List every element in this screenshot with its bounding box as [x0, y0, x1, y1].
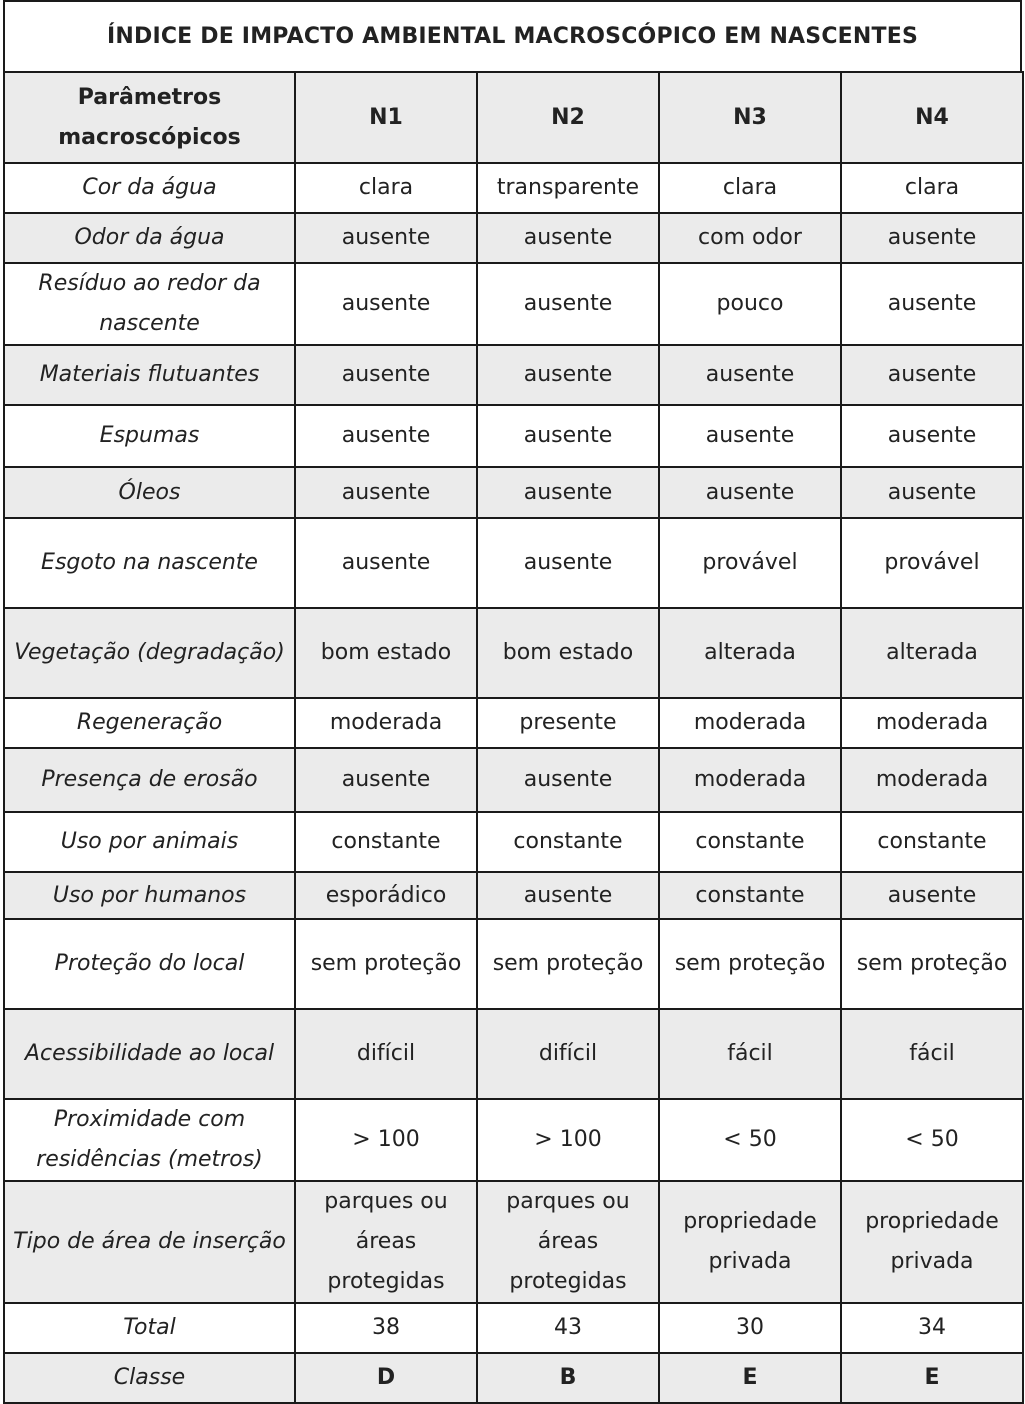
table-row [4, 1009, 1023, 1099]
value-cell-n4: ausente [841, 345, 1023, 405]
param-cell: Proximidade com residências (metros) [4, 1099, 295, 1181]
param-cell: Tipo de área de inserção [4, 1181, 295, 1303]
value-cell-n1: ausente [295, 518, 477, 608]
param-cell: Vegetação (degradação) [4, 608, 295, 698]
value-cell-n4: < 50 [841, 1099, 1023, 1181]
value-cell-n1: > 100 [295, 1099, 477, 1181]
table-row [4, 698, 1023, 748]
table-row [4, 263, 1023, 345]
value-cell-n3: 30 [659, 1303, 841, 1353]
table-row [4, 405, 1023, 467]
value-cell-n3: moderada [659, 748, 841, 812]
header-n2: N2 [477, 72, 659, 163]
table-row [4, 518, 1023, 608]
value-cell-n2: sem proteção [477, 919, 659, 1009]
value-cell-n2: ausente [477, 467, 659, 518]
table-row [4, 467, 1023, 518]
param-cell: Presença de erosão [4, 748, 295, 812]
value-cell-n2: constante [477, 812, 659, 872]
value-cell-n4: fácil [841, 1009, 1023, 1099]
table-title: ÍNDICE DE IMPACTO AMBIENTAL MACROSCÓPICO EM NASCENTES [3, 0, 1022, 71]
value-cell-n4: ausente [841, 405, 1023, 467]
header-param: Parâmetros macroscópicos [4, 72, 295, 163]
param-cell: Odor da água [4, 213, 295, 263]
param-cell: Acessibilidade ao local [4, 1009, 295, 1099]
table-row [4, 1303, 1023, 1353]
table-row [4, 872, 1023, 919]
value-cell-n3: ausente [659, 345, 841, 405]
value-cell-n3: constante [659, 872, 841, 919]
value-cell-n3: pouco [659, 263, 841, 345]
param-cell: Total [4, 1303, 295, 1353]
table-row [4, 812, 1023, 872]
value-cell-n1: ausente [295, 263, 477, 345]
value-cell-n3: com odor [659, 213, 841, 263]
param-cell: Materiais flutuantes [4, 345, 295, 405]
table-row [4, 163, 1023, 213]
value-cell-n4: E [841, 1353, 1023, 1403]
value-cell-n3: sem proteção [659, 919, 841, 1009]
value-cell-n2: difícil [477, 1009, 659, 1099]
value-cell-n4: sem proteção [841, 919, 1023, 1009]
param-cell: Óleos [4, 467, 295, 518]
value-cell-n1: bom estado [295, 608, 477, 698]
value-cell-n3: fácil [659, 1009, 841, 1099]
value-cell-n2: B [477, 1353, 659, 1403]
value-cell-n1: ausente [295, 467, 477, 518]
value-cell-n2: > 100 [477, 1099, 659, 1181]
param-cell: Uso por humanos [4, 872, 295, 919]
header-row [4, 72, 1023, 163]
value-cell-n2: 43 [477, 1303, 659, 1353]
header-n3: N3 [659, 72, 841, 163]
table-row [4, 748, 1023, 812]
header-n1: N1 [295, 72, 477, 163]
value-cell-n3: ausente [659, 405, 841, 467]
value-cell-n2: bom estado [477, 608, 659, 698]
value-cell-n4: moderada [841, 748, 1023, 812]
value-cell-n1: moderada [295, 698, 477, 748]
value-cell-n4: clara [841, 163, 1023, 213]
value-cell-n1: D [295, 1353, 477, 1403]
table-row [4, 213, 1023, 263]
value-cell-n3: moderada [659, 698, 841, 748]
value-cell-n4: 34 [841, 1303, 1023, 1353]
value-cell-n4: provável [841, 518, 1023, 608]
table-row [4, 345, 1023, 405]
value-cell-n1: parques ou áreas protegidas [295, 1181, 477, 1303]
value-cell-n1: ausente [295, 213, 477, 263]
value-cell-n4: propriedade privada [841, 1181, 1023, 1303]
value-cell-n1: ausente [295, 748, 477, 812]
value-cell-n3: ausente [659, 467, 841, 518]
value-cell-n3: alterada [659, 608, 841, 698]
value-cell-n3: E [659, 1353, 841, 1403]
value-cell-n4: ausente [841, 263, 1023, 345]
value-cell-n2: ausente [477, 405, 659, 467]
value-cell-n1: clara [295, 163, 477, 213]
value-cell-n3: constante [659, 812, 841, 872]
value-cell-n1: ausente [295, 345, 477, 405]
table-row [4, 1099, 1023, 1181]
value-cell-n4: constante [841, 812, 1023, 872]
impact-table [3, 71, 1024, 1404]
param-cell: Proteção do local [4, 919, 295, 1009]
value-cell-n3: propriedade privada [659, 1181, 841, 1303]
param-cell: Espumas [4, 405, 295, 467]
value-cell-n2: ausente [477, 213, 659, 263]
value-cell-n2: ausente [477, 263, 659, 345]
param-cell: Classe [4, 1353, 295, 1403]
value-cell-n4: alterada [841, 608, 1023, 698]
value-cell-n1: 38 [295, 1303, 477, 1353]
table-row [4, 1353, 1023, 1403]
value-cell-n4: moderada [841, 698, 1023, 748]
param-cell: Esgoto na nascente [4, 518, 295, 608]
value-cell-n2: ausente [477, 748, 659, 812]
table-row [4, 608, 1023, 698]
header-n4: N4 [841, 72, 1023, 163]
value-cell-n3: < 50 [659, 1099, 841, 1181]
param-cell: Resíduo ao redor da nascente [4, 263, 295, 345]
value-cell-n4: ausente [841, 872, 1023, 919]
table-row [4, 919, 1023, 1009]
value-cell-n4: ausente [841, 213, 1023, 263]
value-cell-n1: constante [295, 812, 477, 872]
value-cell-n2: ausente [477, 345, 659, 405]
table-row [4, 1181, 1023, 1303]
value-cell-n1: sem proteção [295, 919, 477, 1009]
value-cell-n4: ausente [841, 467, 1023, 518]
impact-table-container [3, 0, 1022, 1404]
param-cell: Uso por animais [4, 812, 295, 872]
value-cell-n1: ausente [295, 405, 477, 467]
value-cell-n2: transparente [477, 163, 659, 213]
value-cell-n2: ausente [477, 518, 659, 608]
value-cell-n3: provável [659, 518, 841, 608]
param-cell: Regeneração [4, 698, 295, 748]
value-cell-n2: ausente [477, 872, 659, 919]
value-cell-n1: difícil [295, 1009, 477, 1099]
value-cell-n2: parques ou áreas protegidas [477, 1181, 659, 1303]
value-cell-n1: esporádico [295, 872, 477, 919]
value-cell-n3: clara [659, 163, 841, 213]
value-cell-n2: presente [477, 698, 659, 748]
param-cell: Cor da água [4, 163, 295, 213]
